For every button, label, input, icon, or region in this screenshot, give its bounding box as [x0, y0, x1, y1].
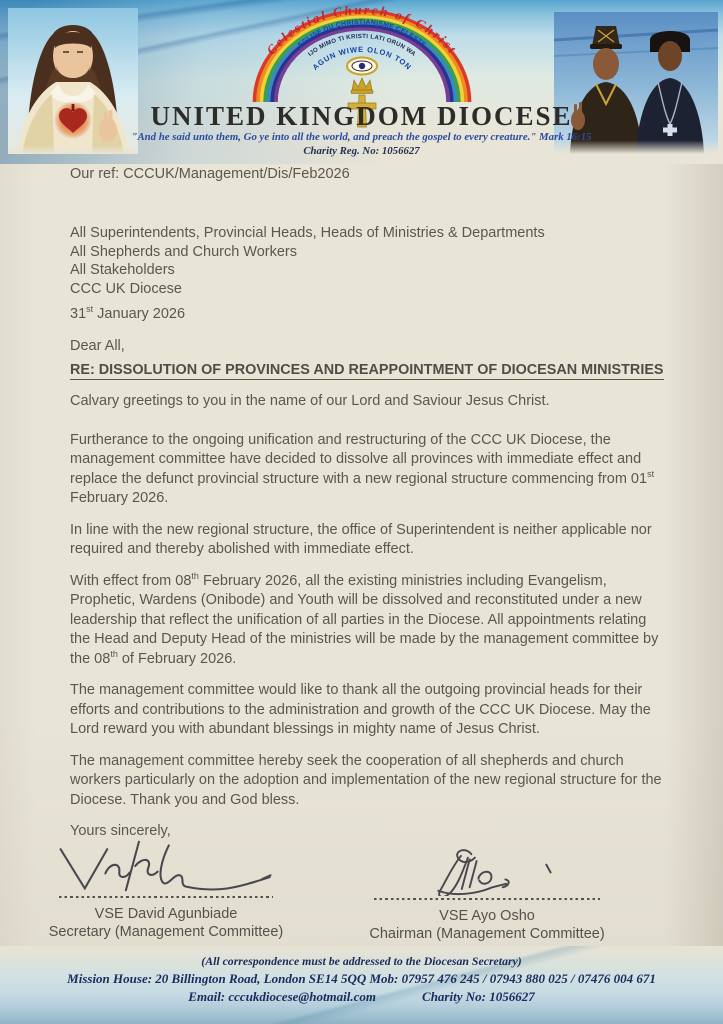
- paragraph: Calvary greetings to you in the name of our Lord and Saviour Jesus Christ.: [70, 393, 550, 409]
- chairman-signature-ink: [365, 842, 610, 896]
- paragraph: In line with the new regional structure, the office of Superintendent is neither applicable nor required and thereby abolished with immediate effect.: [70, 521, 652, 557]
- crown-icon: [351, 78, 373, 93]
- letter-date: 31st January 2026: [70, 304, 186, 322]
- footer-email: Email: cccukdiocese@hotmail.com: [188, 989, 377, 1004]
- footer-charity-number: Charity No: 1056627: [422, 989, 535, 1004]
- salutation: Dear All,: [70, 338, 125, 354]
- secretary-signature-ink: [41, 838, 291, 894]
- recipient-line: CCC UK Diocese: [70, 280, 182, 297]
- signatory-role: Chairman (Management Committee): [369, 926, 605, 942]
- signature-block-chairman: [362, 842, 612, 942]
- arc-french-name: EGLISE DU CHRISTIANISME CELESTE: [296, 18, 427, 50]
- signatory-role: Secretary (Management Committee): [48, 924, 284, 940]
- scripture-quote: "And he said unto them, Go ye into all the world, and preach the gospel to every creature." Mark 16:15: [131, 131, 592, 143]
- signatory-name: VSE David Agunbiade: [94, 906, 238, 922]
- closing-line: Yours sincerely,: [70, 823, 171, 839]
- recipient-line: All Shepherds and Church Workers: [70, 243, 298, 260]
- signature-dotted-line: [374, 898, 600, 900]
- recipient-line: All Superintendents, Provincial Heads, Heads of Ministries & Departments: [70, 225, 545, 241]
- recipient-line: All Stakeholders: [70, 262, 175, 279]
- letterhead-footer: [0, 946, 723, 1024]
- mission-house-address: Mission House: 20 Billington Road, London SE14 5QQ Mob: 07957 476 245 / 07943 880 025 / 07476 004 671: [67, 971, 656, 986]
- eye-of-providence-icon: [347, 58, 377, 75]
- correspondence-note: (All correspondence must be addressed to the Diocesan Secretary): [201, 954, 522, 968]
- subject-line: RE: DISSOLUTION OF PROVINCES AND REAPPOINTMENT OF DIOCESAN MINISTRIES: [70, 362, 664, 378]
- charity-registration: Charity Reg. No: 1056627: [303, 145, 420, 157]
- letter-body: [70, 392, 666, 854]
- paragraph: With effect from 08th February 2026, all the existing ministries including Evangelism, Prophetic, Wardens (Onibode) and Youth will be dissolved and reconstituted under a new leadership that reflect the unification of all parties in the Diocese. All appointments relating the Head and Deputy Head of the ministries will be made by the management committee by the 08th of February 2026.: [70, 570, 659, 667]
- arc-motto: AGUN WIWE OLON TON: [310, 44, 413, 72]
- signature-dotted-line: [59, 896, 273, 898]
- paragraph: The management committee would like to thank all the outgoing provincial heads for their efforts and contributions to the administration and growth of the CCC UK Diocese. May the Lord reward you with abundant blessings in mighty name of Jesus Christ.: [70, 682, 651, 737]
- diocese-title: UNITED KINGDOM DIOCESE: [150, 101, 573, 131]
- recipients-block: [70, 224, 545, 298]
- reference-line: Our ref: CCCUK/Management/Dis/Feb2026: [70, 166, 350, 182]
- letterhead: [0, 0, 723, 164]
- footer-contact-line: [0, 989, 723, 1005]
- paragraph: Furtherance to the ongoing unification and restructuring of the CCC UK Diocese, the management committee have decided to dissolve all provinces with immediate effect and replace the defunct provincial structure with a new regional structure commencing from 01st February 2026.: [70, 431, 655, 506]
- signature-block-secretary: [38, 838, 294, 940]
- signatory-name: VSE Ayo Osho: [439, 908, 535, 924]
- arc-church-name: Celestial Church of Christ: [262, 2, 461, 58]
- paragraph: The management committee hereby seek the cooperation of all shepherds and church workers particularly on the adoption and implementation of the new regional structure for the Diocese. Thank you and God bless.: [70, 752, 662, 808]
- arc-yoruba-name: IJO MIMO TI KRISTI LATI ORUN WA: [306, 32, 417, 58]
